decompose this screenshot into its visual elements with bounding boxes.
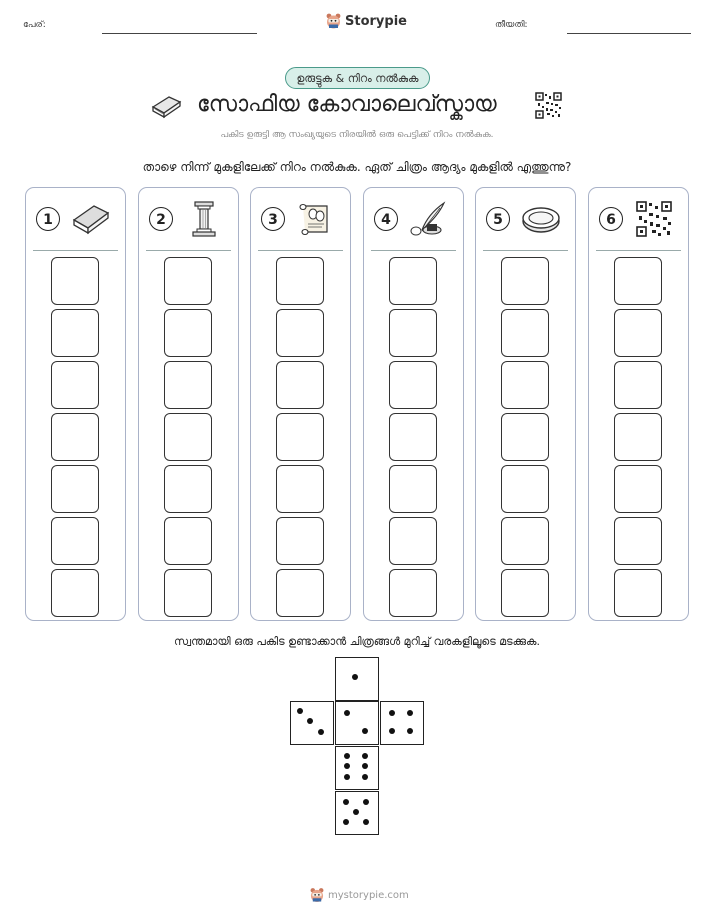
color-box[interactable]	[614, 569, 662, 617]
footer	[310, 887, 409, 903]
color-box[interactable]	[614, 517, 662, 565]
color-box[interactable]	[501, 257, 549, 305]
brand-logo	[326, 13, 407, 29]
storypie-mascot-icon	[310, 887, 324, 903]
color-box[interactable]	[614, 309, 662, 357]
name-line[interactable]	[102, 33, 257, 34]
color-box[interactable]	[614, 361, 662, 409]
column-divider	[146, 250, 231, 251]
column-5	[475, 187, 576, 621]
color-box[interactable]	[501, 465, 549, 513]
color-box[interactable]	[276, 361, 324, 409]
footer-url[interactable]: mystorypie.com	[328, 889, 409, 901]
die-face-five[interactable]	[335, 791, 379, 835]
qr-code-icon	[633, 200, 675, 238]
subtitle: പകിട ഉരുട്ടി ആ സംഖ്യയുടെ നിരയിൽ ഒരു പെട്ടിക്ക് നിറം നൽകുക.	[220, 130, 494, 140]
column-2	[138, 187, 239, 621]
storypie-mascot-icon	[326, 13, 341, 29]
color-box[interactable]	[389, 413, 437, 461]
color-box[interactable]	[276, 465, 324, 513]
column-number: 5	[486, 207, 510, 231]
color-box[interactable]	[614, 413, 662, 461]
column-number: 2	[149, 207, 173, 231]
color-box[interactable]	[389, 465, 437, 513]
column-pedestal-icon	[183, 200, 225, 238]
color-box[interactable]	[389, 569, 437, 617]
die-face-one[interactable]	[335, 657, 379, 701]
column-4	[363, 187, 464, 621]
color-box[interactable]	[389, 257, 437, 305]
fold-instruction: സ്വന്തമായി ഒരു പകിട ഉണ്ടാക്കാൻ ചിത്രങ്ങൾ മുറിച്ച് വരകളിലൂടെ മടക്കുക.	[174, 635, 540, 648]
question-text: താഴെ നിന്ന് മുകളിലേക്ക് നിറം നൽകുക. ഏത് ചിത്രം ആദ്യം മുകളിൽ എത്തുന്നു?	[142, 160, 572, 174]
date-line[interactable]	[567, 33, 691, 34]
theatre-scroll-icon	[295, 200, 337, 238]
column-header	[589, 188, 688, 250]
color-box[interactable]	[276, 517, 324, 565]
color-box[interactable]	[164, 569, 212, 617]
book-icon	[149, 93, 183, 119]
quill-inkwell-icon	[408, 200, 450, 238]
column-3	[250, 187, 351, 621]
book-icon	[70, 200, 112, 238]
color-box[interactable]	[164, 257, 212, 305]
color-box[interactable]	[614, 257, 662, 305]
color-box[interactable]	[276, 569, 324, 617]
column-divider	[33, 250, 118, 251]
column-1	[25, 187, 126, 621]
die-face-four[interactable]	[380, 701, 424, 745]
column-header	[251, 188, 350, 250]
color-box[interactable]	[389, 309, 437, 357]
color-box[interactable]	[501, 517, 549, 565]
color-box[interactable]	[501, 569, 549, 617]
color-box[interactable]	[164, 517, 212, 565]
color-box[interactable]	[51, 569, 99, 617]
ring-icon	[520, 200, 562, 238]
column-header	[26, 188, 125, 250]
color-box[interactable]	[164, 361, 212, 409]
name-label: പേര്:	[23, 20, 46, 30]
color-box[interactable]	[51, 309, 99, 357]
color-box[interactable]	[276, 413, 324, 461]
color-box[interactable]	[389, 361, 437, 409]
color-box[interactable]	[389, 517, 437, 565]
die-net	[290, 657, 426, 835]
color-box[interactable]	[501, 413, 549, 461]
column-number: 1	[36, 207, 60, 231]
die-face-six[interactable]	[335, 746, 379, 790]
color-box[interactable]	[51, 257, 99, 305]
color-box[interactable]	[164, 309, 212, 357]
color-box[interactable]	[51, 517, 99, 565]
column-number: 6	[599, 207, 623, 231]
die-face-three[interactable]	[290, 701, 334, 745]
activity-badge: ഉരുട്ടുക & നിറം നൽകുക	[285, 67, 430, 89]
brand-name: Storypie	[345, 13, 407, 29]
color-box[interactable]	[614, 465, 662, 513]
color-box[interactable]	[276, 257, 324, 305]
column-divider	[371, 250, 456, 251]
column-divider	[596, 250, 681, 251]
qr-code-icon	[535, 92, 562, 119]
color-box[interactable]	[501, 309, 549, 357]
color-box[interactable]	[164, 465, 212, 513]
column-6	[588, 187, 689, 621]
column-number: 3	[261, 207, 285, 231]
page-title: സോഫിയ കോവാലെവ്സ്കായ	[197, 92, 497, 117]
column-number: 4	[374, 207, 398, 231]
color-box[interactable]	[51, 465, 99, 513]
date-label: തീയതി:	[495, 20, 528, 30]
column-header	[476, 188, 575, 250]
column-divider	[258, 250, 343, 251]
die-face-two[interactable]	[335, 701, 379, 745]
column-divider	[483, 250, 568, 251]
column-header	[364, 188, 463, 250]
color-box[interactable]	[276, 309, 324, 357]
color-box[interactable]	[51, 361, 99, 409]
color-box[interactable]	[501, 361, 549, 409]
color-box[interactable]	[164, 413, 212, 461]
column-header	[139, 188, 238, 250]
color-box[interactable]	[51, 413, 99, 461]
